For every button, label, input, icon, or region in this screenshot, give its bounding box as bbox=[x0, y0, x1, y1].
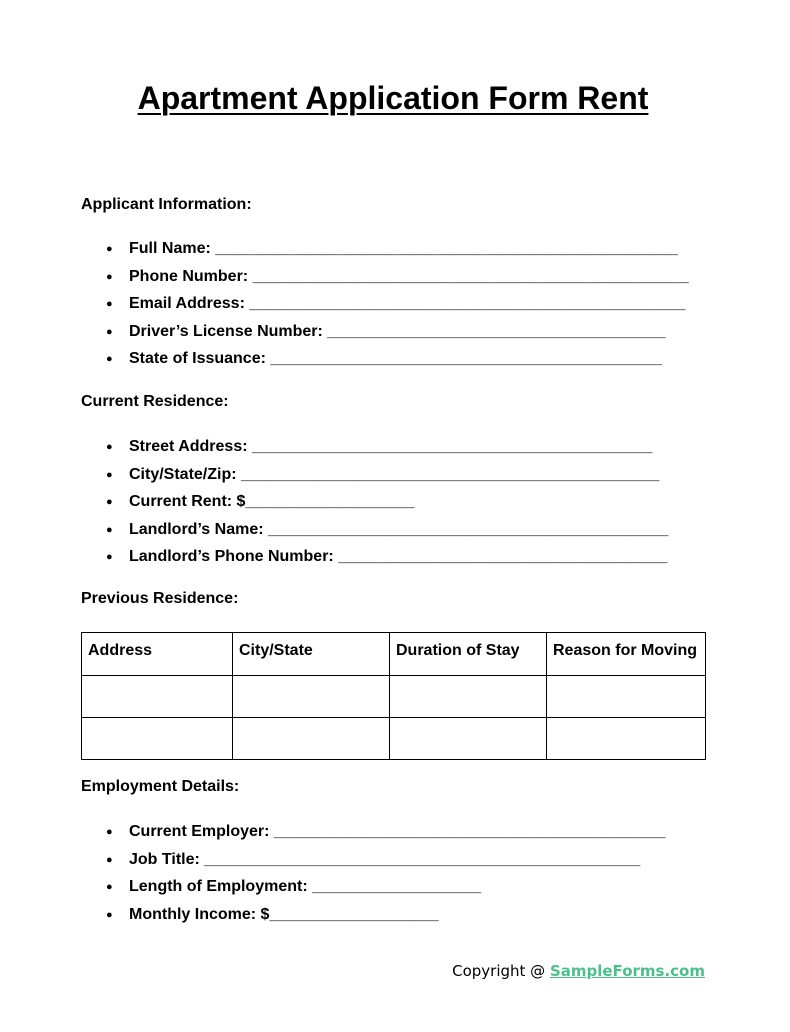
column-header-address: Address bbox=[82, 633, 233, 676]
landlord-name-field[interactable]: ● Landlord’s Name: _____________________________________________ bbox=[81, 520, 668, 548]
page-title: Apartment Application Form Rent bbox=[137, 80, 649, 116]
previous-residence-table bbox=[81, 632, 706, 760]
state-of-issuance-field[interactable]: ● State of Issuance: ____________________________________________ bbox=[81, 349, 689, 377]
table-cell[interactable] bbox=[547, 676, 706, 718]
table-cell[interactable] bbox=[390, 676, 547, 718]
copyright-footer bbox=[452, 962, 705, 980]
street-address-field[interactable]: ● Street Address: _____________________________________________ bbox=[81, 437, 668, 465]
city-state-zip-field[interactable]: ● City/State/Zip: _______________________________________________ bbox=[81, 465, 668, 493]
current-employer-field[interactable]: ● Current Employer: ____________________________________________ bbox=[81, 822, 665, 850]
employment-list bbox=[81, 822, 665, 932]
table-cell[interactable] bbox=[390, 718, 547, 760]
monthly-income-field[interactable]: ● Monthly Income: $___________________ bbox=[81, 905, 665, 933]
copyright-text: Copyright @ bbox=[452, 962, 550, 980]
table-cell[interactable] bbox=[82, 718, 233, 760]
table-row bbox=[82, 718, 706, 760]
column-header-duration: Duration of Stay bbox=[390, 633, 547, 676]
table-header-row bbox=[82, 633, 706, 676]
drivers-license-field[interactable]: ● Driver’s License Number: ______________________________________ bbox=[81, 322, 689, 350]
job-title-field[interactable]: ● Job Title: _________________________________________________ bbox=[81, 850, 665, 878]
length-of-employment-field[interactable]: ● Length of Employment: ___________________ bbox=[81, 877, 665, 905]
table-cell[interactable] bbox=[82, 676, 233, 718]
column-header-city-state: City/State bbox=[233, 633, 390, 676]
phone-number-field[interactable]: ● Phone Number: _________________________________________________ bbox=[81, 267, 689, 295]
column-header-reason: Reason for Moving bbox=[547, 633, 706, 676]
table-cell[interactable] bbox=[547, 718, 706, 760]
table-row bbox=[82, 676, 706, 718]
current-residence-heading: Current Residence: bbox=[81, 393, 229, 410]
applicant-info-list bbox=[81, 239, 689, 377]
previous-residence-heading: Previous Residence: bbox=[81, 590, 239, 607]
employment-heading: Employment Details: bbox=[81, 778, 240, 795]
email-address-field[interactable]: ● Email Address: _________________________________________________ bbox=[81, 294, 689, 322]
current-residence-list bbox=[81, 437, 668, 575]
table-cell[interactable] bbox=[233, 718, 390, 760]
full-name-field[interactable]: ● Full Name: ____________________________________________________ bbox=[81, 239, 689, 267]
sampleforms-link[interactable]: SampleForms.com bbox=[549, 962, 705, 980]
landlord-phone-field[interactable]: ● Landlord’s Phone Number: _____________________________________ bbox=[81, 547, 668, 575]
current-rent-field[interactable]: ● Current Rent: $___________________ bbox=[81, 492, 668, 520]
table-cell[interactable] bbox=[233, 676, 390, 718]
applicant-info-heading: Applicant Information: bbox=[81, 196, 252, 213]
